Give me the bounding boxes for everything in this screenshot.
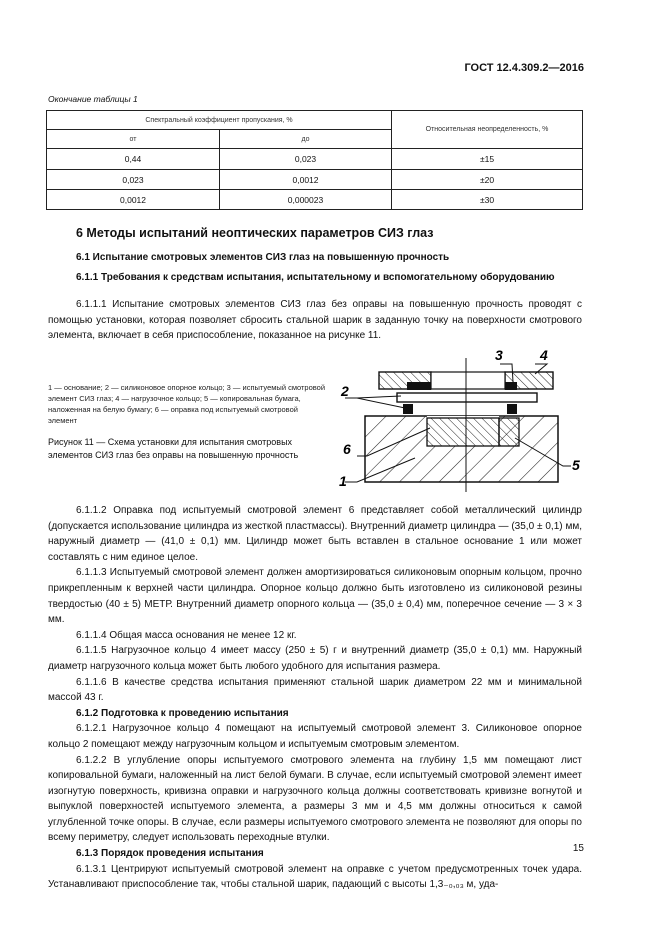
paragraph: 6.1.2.1 Нагрузочное кольцо 4 помещают на испытуемый смотровой элемент 3. Силиконовое опорное кольцо 2 помещают между нагрузочным кольцом и испытуемым смотровым элементом. [48, 723, 582, 750]
section-title: 6 Методы испытаний неоптических параметров СИЗ глаз [76, 226, 434, 240]
table-cell: 0,023 [47, 170, 220, 190]
label-3: 3 [495, 348, 503, 363]
table-cell: ±30 [392, 190, 583, 210]
table-cell: 0,0012 [47, 190, 220, 210]
mandrel [427, 418, 499, 446]
label-2: 2 [341, 383, 349, 399]
transmittance-table [46, 110, 583, 210]
mandrel-right [499, 418, 519, 446]
test-element [397, 393, 537, 402]
document-header: ГОСТ 12.4.309.2—2016 [464, 62, 584, 74]
clause-heading: 6.1.2 Подготовка к проведению испытания [76, 707, 289, 719]
paragraph: 6.1.1.6 В качестве средства испытания применяют стальной шарик диаметром 22 мм и минимальной массой 43 г. [48, 676, 582, 704]
table-cell: ±20 [392, 170, 583, 190]
figure-legend: 1 — основание; 2 — силиконовое опорное кольцо; 3 — испытуемый смотровой элемент СИЗ глаз; 4 — нагрузочное кольцо; 5 — копировальная бумага, наложенная на белую бумагу; 6 — оправка под испытуемый смотровой элемент [48, 383, 326, 425]
support-ring-right [507, 404, 517, 414]
paragraph: 6.1.1.1 Испытание смотровых элементов СИЗ глаз без оправы на повышенную прочность проводят с помощью установки, которая позволяет сбросить стальной шарик в заданную точку на поверхности смотрового элемента, включает в себя приспособление, показанное на рисунке 11. [48, 299, 582, 342]
table-continuation-label: Окончание таблицы 1 [48, 94, 138, 104]
test-fixture-figure [335, 348, 585, 496]
clause-heading: 6.1.3 Порядок проведения испытания [76, 848, 264, 860]
figure-caption: Рисунок 11 — Схема установки для испытания смотровых элементов СИЗ глаз без оправы на повышенную прочность [48, 437, 299, 460]
paragraph: 6.1.3.1 Центрируют испытуемый смотровой элемент на оправке с учетом предусмотренных точек удара. Устанавливают приспособление так, чтобы стальной шарик, падающий с высоты 1,3₋₀,₀₃ м, уда- [48, 863, 582, 891]
label-4: 4 [540, 348, 548, 363]
load-ring-inner [431, 372, 505, 389]
col-to-header: до [220, 130, 392, 149]
support-ring-left [403, 404, 413, 414]
clause-6111 [48, 297, 582, 344]
paragraph: 6.1.2.2 В углубление опоры испытуемого смотрового элемента на глубину 1,5 мм помещают лист копировальной бумаги, наложенный на лист белой бумаги. В случае, если испытуемый смотровой элемент имеет изогнутую поверхность, кривизна оправки и нагрузочного кольца должны соответствовать кривизне вогнутой и выпуклой поверхностей испытуемого элемента, а размеры 3 мм и 4,5 мм должны относиться к самой углубленной точке опоры. В случае, если размеры испытуемого смотрового элемента не позволяют для опоры по всему периметру, следует использовать переходные втулки. [48, 754, 582, 844]
table-cell: 0,000023 [220, 190, 392, 210]
paragraph: 6.1.1.2 Оправка под испытуемый смотровой элемент 6 представляет собой металлический цилиндр (допускается использование цилиндра из жесткой пластмассы). Внутренний диаметр цилиндра — (35,0 ± 0,1) мм, наружный диаметр — (41,0 ± 0,1) мм. Цилиндр может быть вставлен в стальное основание 1 или может составлять с ним единое целое. [48, 505, 582, 563]
col-from-header: от [47, 130, 220, 149]
table-cell: 0,44 [47, 149, 220, 170]
subsection-title: 6.1 Испытание смотровых элементов СИЗ глаз на повышенную прочность [76, 252, 450, 263]
paragraph: 6.1.1.5 Нагрузочное кольцо 4 имеет массу (250 ± 5) г и внутренний диаметр (35,0 ± 0,1) мм. Наружный диаметр нагрузочного кольца может быть любого удобного для испытания размера. [48, 645, 582, 672]
label-5: 5 [572, 457, 580, 473]
col-uncertainty-header: Относительная неопределенность, % [392, 111, 583, 149]
body-text [48, 503, 582, 893]
col-group-header: Спектральный коэффициент пропускания, % [47, 111, 392, 130]
paragraph: 6.1.1.4 Общая масса основания не менее 12 кг. [76, 629, 297, 641]
clause-title: 6.1.1 Требования к средствам испытания, испытательному и вспомогательному оборудованию [76, 272, 555, 283]
table-cell: 0,023 [220, 149, 392, 170]
label-6: 6 [343, 441, 351, 457]
table-cell: ±15 [392, 149, 583, 170]
page-number: 15 [572, 843, 584, 854]
paragraph: 6.1.1.3 Испытуемый смотровой элемент должен амортизироваться силиконовым опорным кольцом, прочно прикрепленным к верхней части цилиндра. Опорное кольцо должно быть изготовлено из силиконовой резины твердостью (40 ± 5) МЕТР. Внутренний диаметр опорного кольца — (35,0 ± 0,4) мм, поперечное сечение — 3 × 3 мм. [48, 567, 582, 626]
table-cell: 0,0012 [220, 170, 392, 190]
label-1: 1 [339, 473, 347, 489]
